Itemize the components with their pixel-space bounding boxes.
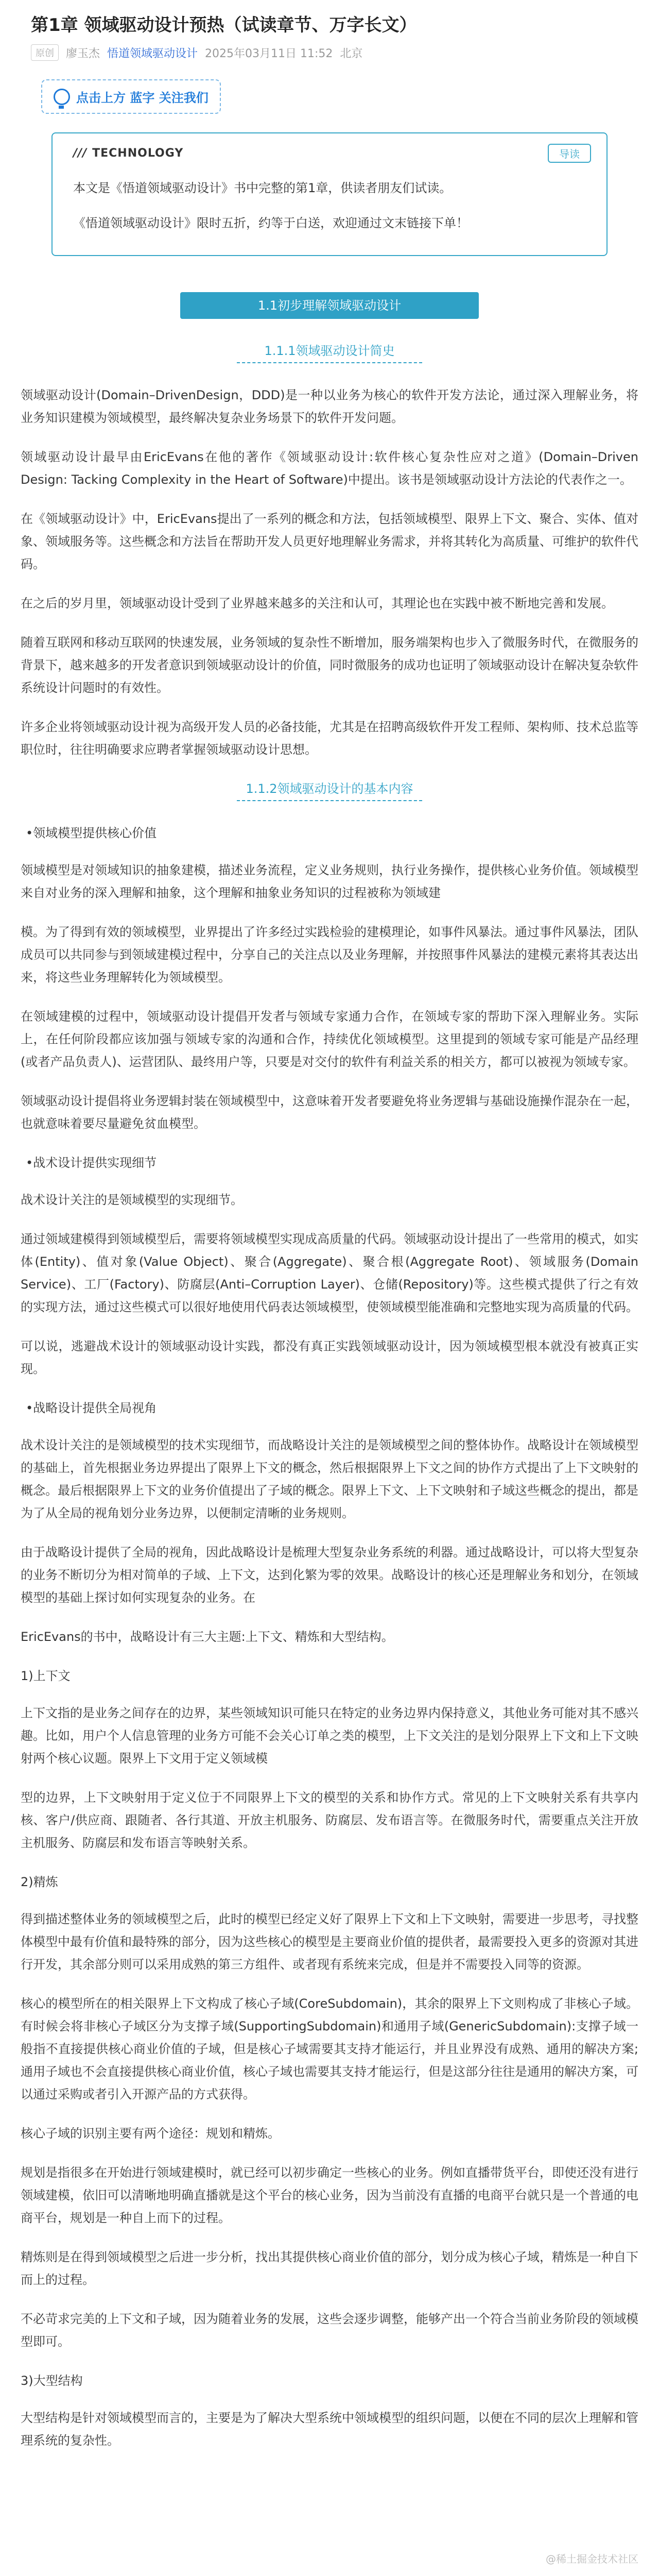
publish-datetime: 2025年03月11日 11:52 [205, 47, 333, 60]
numbered-heading: 1)上下文 [21, 1669, 71, 1683]
paragraph: 在之后的岁月里，领域驱动设计受到了业界越来越多的关注和认可，其理论也在实践中被不断地完善和发展。 [21, 596, 614, 611]
follow-banner[interactable] [41, 79, 221, 114]
subheading: •领域模型提供核心价值 [26, 826, 157, 840]
card-paragraph: 本文是《悟道领域驱动设计》书中完整的第1章，供读者朋友们试读。 [73, 181, 452, 195]
paragraph: 领域模型是对领域知识的抽象建模，描述业务流程，定义业务规则，执行业务操作，提供核心业务价值。领域模型来自对业务的深入理解和抽象，这个理解和抽象业务知识的过程被称为领域建 [21, 863, 638, 900]
paragraph: 通过领域建模得到领域模型后，需要将领域模型实现成高质量的代码。领域驱动设计提出了一些常用的模式，如实体(Entity)、值对象(Value Object)、聚合(Aggregate)、聚合根(Aggregate Root)、领域服务(Domain Service)、工厂(Factory)、防腐层(Anti–Corruption Layer)、仓储(Repository)等。这些模式提供了行之有效的实现方法，通过这些模式可以很好地使用代码表达领域模型，使领域模型能准确和完整地实现为高质量的代码。 [21, 1232, 638, 1314]
brand-mark-icon: /// [73, 147, 88, 160]
follow-label: 点击上方 蓝字 关注我们 [76, 91, 209, 105]
card-paragraph: 《悟道领域驱动设计》限时五折，约等于白送，欢迎通过文末链接下单！ [73, 216, 469, 230]
subheading: •战术设计提供实现细节 [26, 1156, 157, 1170]
paragraph: 型的边界，上下文映射用于定义位于不同限界上下文的模型的关系和协作方式。常见的上下文映射关系有共享内核、客户/供应商、跟随者、各行其道、开放主机服务、防腐层、发布语言等。在微服务时代，需要重点关注开放主机服务、防腐层和发布语言等映射关系。 [21, 1790, 638, 1850]
watermark: @稀土掘金技术社区 [546, 2553, 638, 2565]
article [10, 11, 649, 2452]
guide-badge: 导读 [548, 144, 591, 163]
paragraph: 在领域建模的过程中，领域驱动设计提倡开发者与领域专家通力合作，在领域专家的帮助下深入理解业务。实际上，在任何阶段都应该加强与领域专家的沟通和合作，持续优化领域模型。这里提到的领域专家可能是产品经理(或者产品负责人)、运营团队、最终用户等，只要是对交付的软件有利益关系的相关方，都可以被视为领域专家。 [21, 1009, 638, 1069]
author-name[interactable]: 廖玉杰 [66, 47, 100, 60]
paragraph: EricEvans的书中，战略设计有三大主题:上下文、精炼和大型结构。 [21, 1630, 394, 1644]
paragraph: 随着互联网和移动互联网的快速发展，业务领域的复杂性不断增加，服务端架构也步入了微服务时代，在微服务的背景下，越来越多的开发者意识到领域驱动设计的价值，同时微服务的成功也证明了领域驱动设计在解决复杂软件系统设计问题时的有效性。 [21, 635, 638, 695]
paragraph: 上下文指的是业务之间存在的边界，某些领域知识可能只在特定的业务边界内保持意义，其他业务可能对其不感兴趣。比如，用户个人信息管理的业务方可能不会关心订单之类的模型，上下文关注的是划分限界上下文和上下文映射两个核心议题。限界上下文用于定义领域模 [21, 1706, 638, 1766]
section-heading-1-1-1: 1.1.1领域驱动设计简史 [237, 340, 422, 363]
paragraph: 许多企业将领域驱动设计视为高级开发人员的必备技能，尤其是在招聘高级软件开发工程师、架构师、技术总监等职位时，往往明确要求应聘者掌握领域驱动设计思想。 [21, 720, 638, 757]
subheading: •战略设计提供全局视角 [26, 1401, 157, 1415]
article-title: 第1章 领域驱动设计预热（试读章节、万字长文） [31, 15, 417, 36]
paragraph: 规划是指很多在开始进行领域建模时，就已经可以初步确定一些核心的业务。例如直播带货平台，即使还没有进行领域建模，依旧可以清晰地明确直播就是这个平台的核心业务，因为当前没有直播的电商平台就只是一个普通的电商平台，规划是一种自上而下的过程。 [21, 2165, 638, 2225]
original-tag: 原创 [31, 44, 59, 61]
article-meta [31, 44, 638, 61]
numbered-heading: 3)大型结构 [21, 2374, 83, 2388]
account-link[interactable]: 悟道领域驱动设计 [107, 47, 198, 60]
paragraph: 领域驱动设计(Domain–DrivenDesign，DDD)是一种以业务为核心的软件开发方法论，通过深入理解业务，将业务知识建模为领域模型，最终解决复杂业务场景下的软件开发问题。 [21, 388, 638, 425]
numbered-heading: 2)精炼 [21, 1875, 58, 1889]
paragraph: 不必苛求完美的上下文和子域，因为随着业务的发展，这些会逐步调整，能够产出一个符合当前业务阶段的领域模型即可。 [21, 2312, 638, 2349]
paragraph: 战术设计关注的是领域模型的实现细节。 [21, 1193, 243, 1207]
paragraph: 领域驱动设计提倡将业务逻辑封装在领域模型中，这意味着开发者要避免将业务逻辑与基础设施操作混杂在一起，也就意味着要尽量避免贫血模型。 [21, 1094, 638, 1131]
paragraph: 由于战略设计提供了全局的视角，因此战略设计是梳理大型复杂业务系统的利器。通过战略设计，可以将大型复杂的业务不断切分为相对简单的子域、上下文，达到化繁为零的效果。战略设计的核心还是理解业务和划分，在领域模型的基础上探讨如何实现复杂的业务。在 [21, 1545, 638, 1605]
paragraph: 核心子域的识别主要有两个途径：规划和精炼。 [21, 2126, 280, 2141]
intro-card [51, 132, 608, 256]
section-heading-1-1: 1.1初步理解领域驱动设计 [180, 292, 479, 319]
publish-location: 北京 [340, 47, 363, 60]
paragraph: 核心的模型所在的相关限界上下文构成了核心子域(CoreSubdomain)，其余的限界上下文则构成了非核心子域。有时候会将非核心子域区分为支撑子域(SupportingSubdomain)和通用子域(GenericSubdomain):支撑子域一般指不直接提供核心商业价值的子域，但是核心子域需要其支持才能运行，并且业界没有成熟、通用的解决方案;通用子域也不会直接提供核心商业价值，核心子域也需要其支持才能运行，但是这部分往往是通用的解决方案，可以通过采购或者引入开源产品的方式获得。 [21, 1996, 638, 2102]
section-1-1-1-body [21, 384, 638, 761]
paragraph: 可以说，逃避战术设计的领域驱动设计实践，都没有真正实践领域驱动设计，因为领域模型根本就没有被真正实现。 [21, 1339, 638, 1376]
paragraph: 模。为了得到有效的领域模型，业界提出了许多经过实践检验的建模理论，如事件风暴法。通过事件风暴法，团队成员可以共同参与到领域建模过程中，分享自己的关注点以及业务理解，并按照事件风暴法的建模元素将其表达出来，将这些业务理解转化为领域模型。 [21, 925, 638, 985]
paragraph: 精炼则是在得到领域模型之后进一步分析，找出其提供核心商业价值的部分，划分成为核心子域，精炼是一种自下而上的过程。 [21, 2250, 638, 2287]
paragraph: 在《领域驱动设计》中，EricEvans提出了一系列的概念和方法，包括领域模型、限界上下文、聚合、实体、值对象、领域服务等。这些概念和方法旨在帮助开发人员更好地理解业务需求，并将其转化为高质量、可维护的软件代码。 [21, 512, 638, 571]
paragraph: 领域驱动设计最早由EricEvans在他的著作《领域驱动设计:软件核心复杂性应对之道》(Domain–Driven Design: Tacking Complexity in the Heart of Software)中提出。该书是领域驱动设计方法论的代表作之一。 [21, 450, 638, 487]
paragraph: 战术设计关注的是领域模型的技术实现细节，而战略设计关注的是领域模型之间的整体协作。战略设计在领域模型的基础上，首先根据业务边界提出了限界上下文的概念，然后根据限界上下文之间的协作方式提出了上下文映射的概念。最后根据限界上下文的业务价值提出了子域的概念。限界上下文、上下文映射和子域这些概念的提出，都是为了从全局的视角划分业务边界，以便制定清晰的业务规则。 [21, 1438, 638, 1520]
brand-label: /// TECHNOLOGY [73, 147, 184, 160]
section-heading-1-1-2: 1.1.2领域驱动设计的基本内容 [237, 777, 422, 801]
lightbulb-icon [54, 89, 70, 105]
paragraph: 大型结构是针对领域模型而言的，主要是为了解决大型系统中领域模型的组织问题，以便在不同的层次上理解和管理系统的复杂性。 [21, 2411, 638, 2448]
card-header [73, 144, 591, 163]
paragraph: 得到描述整体业务的领域模型之后，此时的模型已经定义好了限界上下文和上下文映射，需要进一步思考，寻找整体模型中最有价值和最特殊的部分，因为这些核心的模型是主要商业价值的提供者，最需要投入更多的资源对其进行开发，其余部分则可以采用成熟的第三方组件、或者现有系统来完成，但是并不需要投入同等的资源。 [21, 1912, 638, 1972]
section-1-1-2-body [21, 822, 638, 2452]
